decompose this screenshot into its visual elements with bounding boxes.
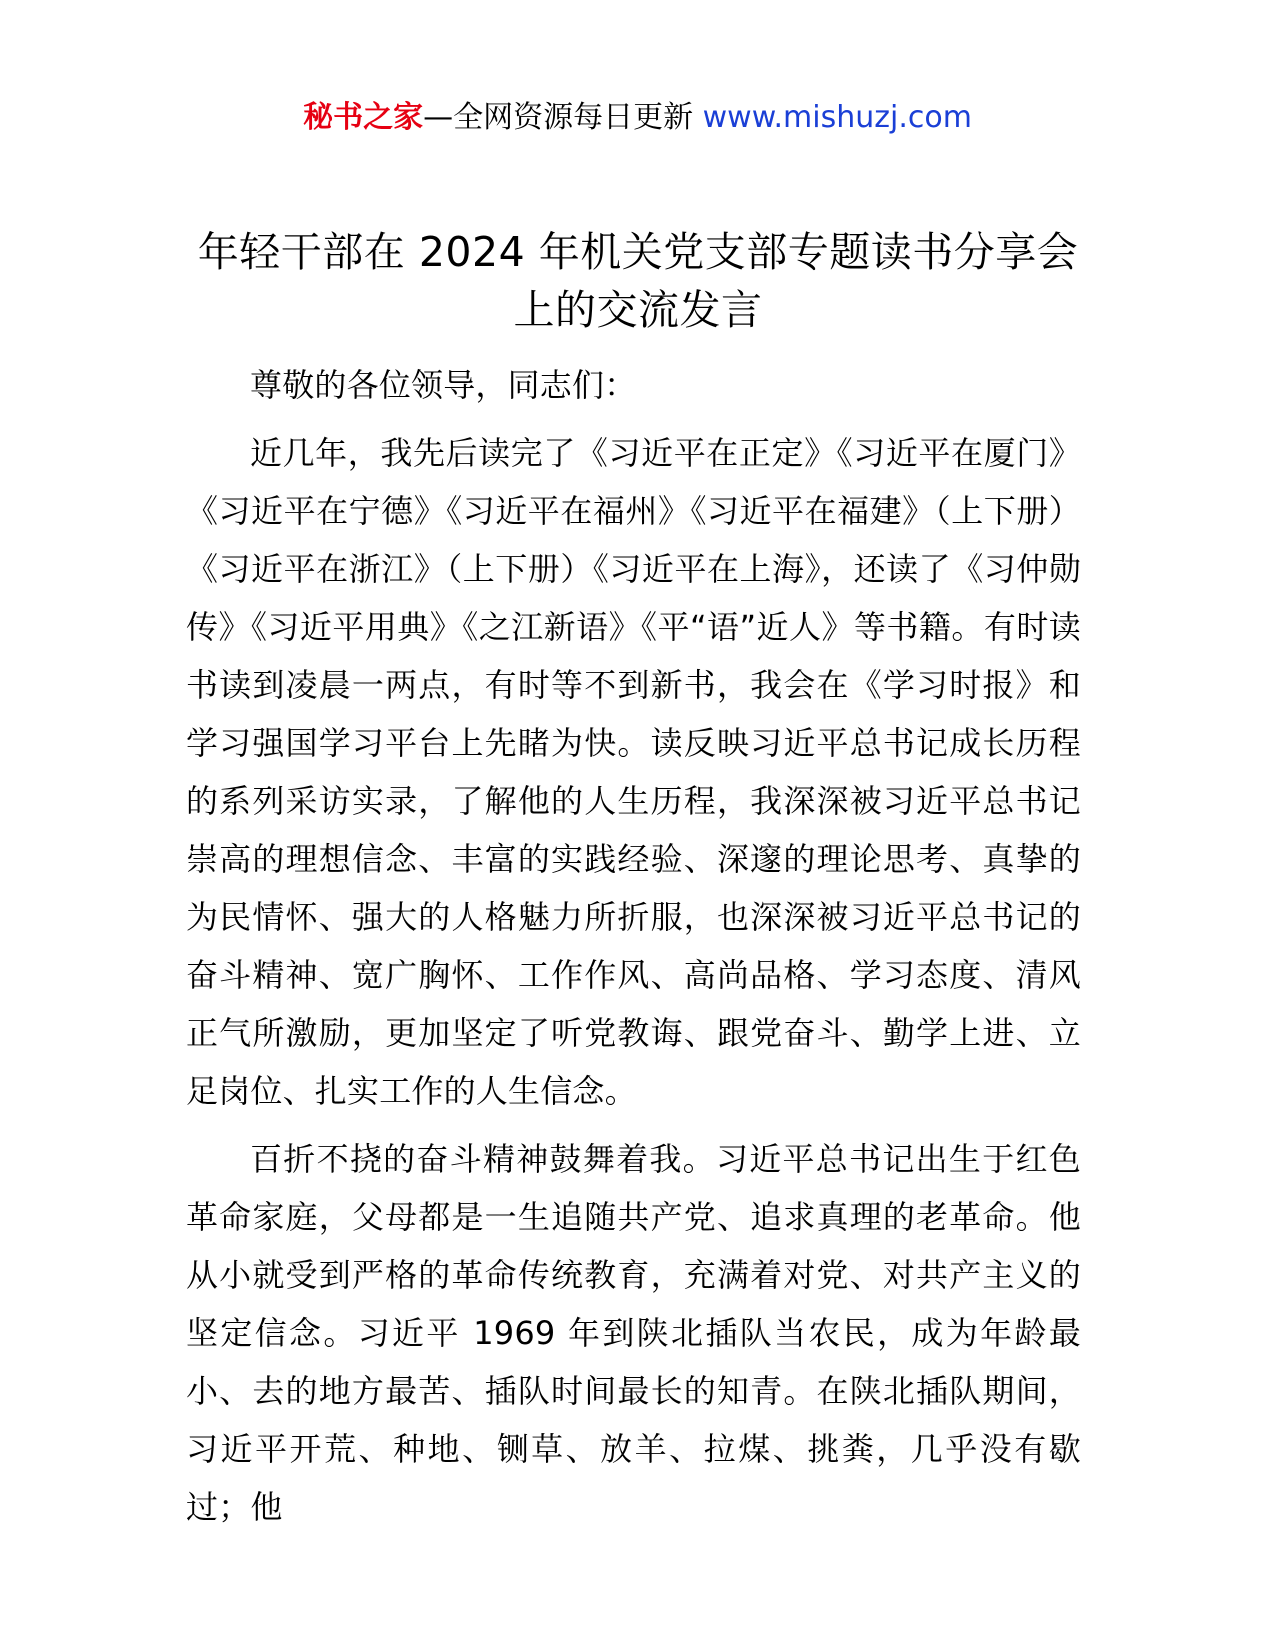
document-body [186,356,1081,1546]
document-title [178,223,1098,339]
paragraph-2: 百折不挠的奋斗精神鼓舞着我。习近平总书记出生于红色革命家庭，父母都是一生追随共产党、追求真理的老革命。他从小就受到严格的革命传统教育，充满着对党、对共产主义的坚定信念。习近平 1969 年到陕北插队当农民，成为年龄最小、去的地方最苦、插队时间最长的知青。在陕北插队期间，习近平开荒、种地、铡草、放羊、拉煤、挑粪，几乎没有歇过；他 [186,1140,1081,1526]
title-line-1: 年轻干部在 2024 年机关党支部专题读书分享会 [197,228,1079,276]
paragraph-1: 近几年，我先后读完了《习近平在正定》《习近平在厦门》《习近平在宁德》《习近平在福州》《习近平在福建》（上下册）《习近平在浙江》（上下册）《习近平在上海》，还读了《习仲勋传》《习近平用典》《之江新语》《平“语”近人》等书籍。有时读书读到凌晨一两点，有时等不到新书，我会在《学习时报》和学习强国学习平台上先睹为快。读反映习近平总书记成长历程的系列采访实录，了解他的人生历程，我深深被习近平总书记崇高的理想信念、丰富的实践经验、深邃的理论思考、真挚的为民情怀、强大的人格魅力所折服，也深深被习近平总书记的奋斗精神、宽广胸怀、工作作风、高尚品格、学习态度、清风正气所激励，更加坚定了听党教诲、跟党奋斗、勤学上进、立足岗位、扎实工作的人生信念。 [186,434,1081,1110]
brand-name: 秘书之家 [303,100,424,135]
site-url-link[interactable]: www.mishuzj.com [702,100,972,135]
site-header [0,98,1275,138]
title-line-2: 上的交流发言 [513,286,763,334]
greeting: 尊敬的各位领导，同志们： [250,366,637,404]
header-tagline: —全网资源每日更新 [423,100,703,135]
